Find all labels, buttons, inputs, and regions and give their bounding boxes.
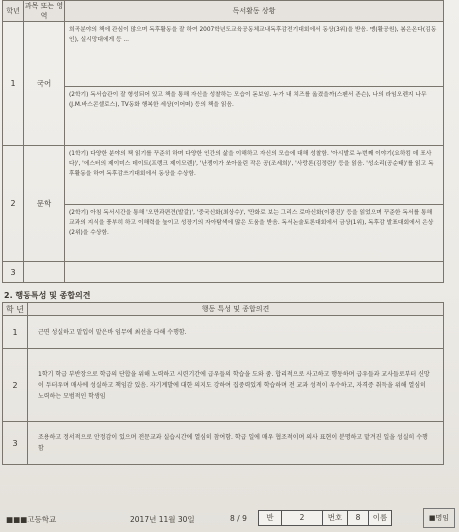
table-row [3, 146, 444, 205]
area-cell [24, 262, 65, 283]
activity-entry: (1학기) 다양한 분야의 책 읽기를 꾸준히 하며 다양한 인간의 삶을 이해하고 자신의 모습에 대해 성찰함. '아시발로 누번째 이야기(요하킴 데 포사다)', '에스터의 제이미스 데이트(프랭크 제이모렌)', '난쟁이가 쏘아올린 작은 공(조세희)', '사랑론(김정란)' 등을 읽음. '성소리(공순태)'를 읽고 독후활동을 하여 독후감쓰기대회에서 동상을 수상함. [65, 146, 444, 205]
section-title: 2. 행동특성 및 종합의견 [4, 291, 91, 300]
table-row [3, 87, 444, 146]
year-cell: 1 [3, 22, 24, 146]
name-label: 이름 [368, 510, 392, 526]
behavior-opinion-table [2, 302, 444, 465]
class-label: 반 [258, 510, 282, 526]
header-year: 학 년 [3, 303, 28, 316]
activity-entry: (2학기) 독서습관이 잘 형성되어 있고 책을 통해 자신을 성찰하는 모습이 돋보임. 누가 내 치즈를 옮겼을까(스펜서 존슨), 나의 라임오렌지 나무(J.M.바스콘셀로스), TV동화 행복한 세상(이어떠) 등의 책을 읽음. [65, 87, 444, 146]
table-header-row [3, 1, 444, 22]
name-seal: ■명임 [423, 508, 455, 528]
activity-entry: 희곡분야의 책에 관심이 많으며 독후활동을 잘 하여 2007학년도교육공동체교내독후감전기대회에서 동상(3위)을 받음. 맹(활공원), 봄은온다(김동인), 실시망대에게 등 ... [65, 22, 444, 87]
year-cell: 3 [3, 422, 28, 465]
table-row [3, 316, 444, 349]
header-area: 과목 또는 영역 [24, 2, 64, 20]
number-value: 8 [347, 510, 369, 526]
table-row [3, 22, 444, 87]
activity-entry: (2학기) 아침 독서시간을 통해 '오만과편견(발갈)', '중국신화(최상수)', '만화로 보는 그리스 로마신화(이광진)' 등을 읽었으며 꾸준한 독서를 통해 교과의 지식을 풍부히 하고 이해력을 높이고 성장기의 자아탐색에 많은 도움을 받음. 독서논술토론대회에서 금상(1위), 독후감 발표대회에서 은상(2위)을 수상함. [65, 205, 444, 262]
year-cell: 2 [3, 349, 28, 422]
school-name: ■■■고등학교 [6, 515, 57, 524]
activity-entry [65, 262, 444, 283]
table-row [3, 422, 444, 465]
opinion-text: 근면 성실하고 맡입이 맡은바 임무에 최선을 다해 수행함. [28, 316, 444, 349]
page-footer [0, 508, 459, 532]
table-row [3, 349, 444, 422]
opinion-text: 1학기 학급 부반장으로 학급의 단합을 위해 노력하고 시련기간에 급우들의 학습을 도와 줌. 합리적으로 사고하고 행동하며 급우들과 교사들로부터 신망이 두터우며 매사에 성실하고 책임감 있음. 자기계발에 대한 의지도 강하여 집중력있게 학습하며 전 교과 성적이 우수하고, 자격증 취득을 위해 열심히 노력하는 모범적인 학생임 [28, 349, 444, 422]
table-row [3, 262, 444, 283]
page-number: 8 / 9 [230, 514, 247, 523]
reading-activity-table [2, 0, 444, 283]
area-cell: 문학 [24, 146, 65, 262]
table-header-row [3, 303, 444, 316]
table-row [3, 205, 444, 262]
area-cell: 국어 [24, 22, 65, 146]
header-year: 학년 [3, 1, 24, 22]
opinion-text: 조용하고 정서적으로 안정감이 있으며 전문교과 실습시간에 열심히 참여함. 학급 일에 매우 협조적이며 의사 표현이 분명하고 맡겨진 일을 성실히 수행함 [28, 422, 444, 465]
header-content: 행동 특성 및 종합의견 [28, 303, 444, 316]
year-cell: 3 [3, 262, 24, 283]
year-cell: 2 [3, 146, 24, 262]
year-cell: 1 [3, 316, 28, 349]
number-label: 번호 [322, 510, 348, 526]
header-content: 독서활동 상황 [65, 1, 444, 22]
issue-date: 2017년 11월 30일 [130, 515, 195, 524]
class-value: 2 [281, 510, 323, 526]
